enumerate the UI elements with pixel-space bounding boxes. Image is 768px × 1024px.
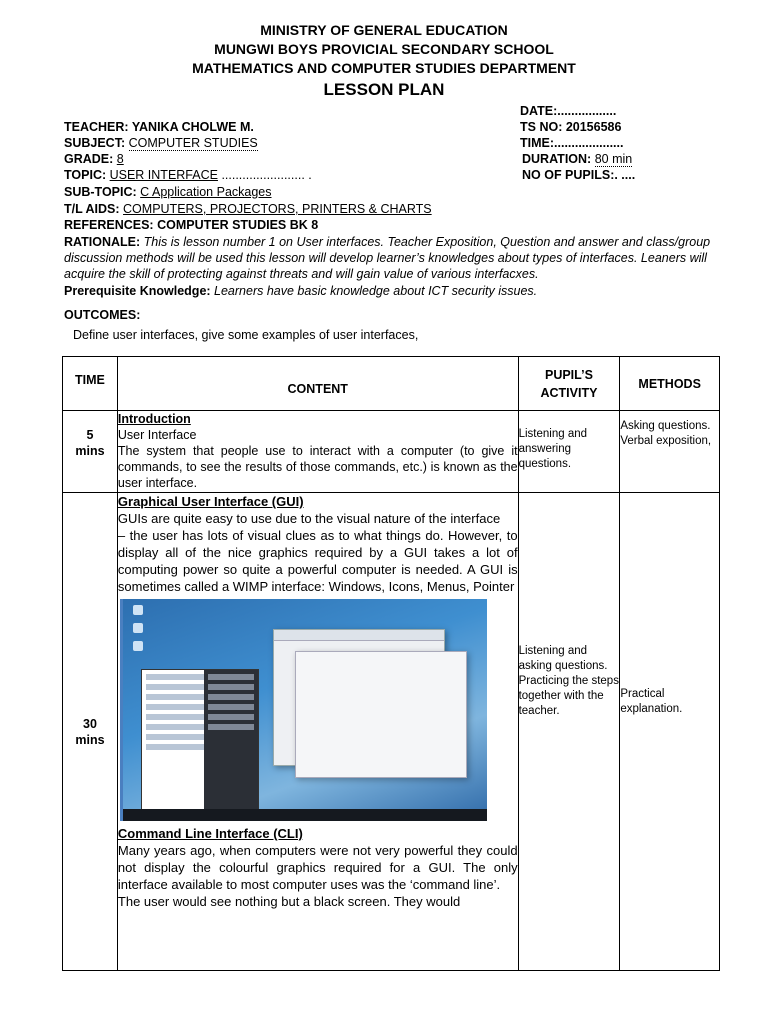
- header-activity: PUPIL’S ACTIVITY: [518, 357, 620, 411]
- taskbar-image: [123, 809, 487, 821]
- row-methods: Practical explanation.: [620, 493, 720, 971]
- aids-field: T/L AIDS: COMPUTERS, PROJECTORS, PRINTERS & CHARTS: [64, 202, 432, 216]
- start-menu-image: [141, 669, 259, 811]
- department-heading: MATHEMATICS AND COMPUTER STUDIES DEPARTMENT: [192, 60, 576, 76]
- table-row: [63, 411, 720, 493]
- cli-text-2: The user would see nothing but a black screen. They would: [117, 894, 461, 909]
- prerequisite: Prerequisite Knowledge: Learners have basic knowledge about ICT security issues.: [64, 284, 538, 298]
- gui-text-2: – the user has lots of visual clues as to what things do. However, to display all of the nice graphics required by a GUI takes a lot of computing power so quite a powerful computer is needed. A GUI is sometimes called a WIMP interface: Windows, Icons, Menus, Pointer: [117, 528, 518, 594]
- teacher-field: TEACHER: YANIKA CHOLWE M.: [64, 120, 254, 134]
- row-content: [117, 411, 518, 493]
- table-header-row: [63, 357, 720, 411]
- page-title: LESSON PLAN: [323, 80, 445, 99]
- outcomes-text: Define user interfaces, give some examples of user interfaces,: [73, 328, 419, 342]
- topic-field: TOPIC: USER INTERFACE ........................ .: [64, 168, 312, 182]
- desktop-screenshot-image: [120, 599, 487, 821]
- row-activity: Listening and answering questions.: [518, 411, 620, 493]
- row-methods: Asking questions. Verbal exposition,: [620, 411, 720, 493]
- school-heading: MUNGWI BOYS PROVICIAL SECONDARY SCHOOL: [214, 41, 554, 57]
- desktop-icon: [133, 605, 143, 615]
- header-time: TIME: [63, 357, 118, 411]
- references-field: REFERENCES: COMPUTER STUDIES BK 8: [64, 218, 319, 232]
- pupils-field: NO OF PUPILS:. ....: [522, 168, 636, 182]
- row-time: 30 mins: [63, 493, 118, 971]
- ministry-heading: MINISTRY OF GENERAL EDUCATION: [260, 22, 508, 38]
- gui-heading: Graphical User Interface (GUI): [117, 494, 304, 509]
- outcomes-label: OUTCOMES:: [64, 308, 141, 322]
- subtopic-field: SUB-TOPIC: C Application Packages: [64, 185, 272, 199]
- desktop-icon: [133, 641, 143, 651]
- cli-text-1: Many years ago, when computers were not very powerful they could not display the colourful graphics required for a GUI. The only interface available to most computer uses was the ‘command line’.: [117, 843, 518, 892]
- ts-no-field: TS NO: 20156586: [520, 120, 622, 134]
- subject-field: SUBJECT: COMPUTER STUDIES: [64, 136, 258, 150]
- date-field: DATE:.................: [520, 104, 617, 118]
- intro-text: The system that people use to interact with a computer (to give it commands, to see the results of those commands, etc.) is known as the user interface.: [117, 444, 518, 490]
- row-time: 5 mins: [63, 411, 118, 493]
- row-content: [117, 493, 518, 971]
- intro-heading: Introduction: [117, 412, 191, 426]
- header-methods: METHODS: [620, 357, 720, 411]
- header-content: CONTENT: [117, 357, 518, 411]
- cli-heading: Command Line Interface (CLI): [117, 826, 303, 841]
- row-activity: Listening and asking questions. Practicing the steps together with the teacher.: [518, 493, 620, 971]
- window-image: [295, 651, 467, 778]
- time-field: TIME:....................: [520, 136, 624, 150]
- grade-field: GRADE: 8: [64, 152, 124, 166]
- lesson-table: [62, 356, 720, 971]
- gui-text-1: GUIs are quite easy to use due to the visual nature of the interface: [117, 511, 501, 526]
- intro-subheading: User Interface: [117, 428, 197, 442]
- table-row: [63, 493, 720, 971]
- rationale: RATIONALE: This is lesson number 1 on User interfaces. Teacher Exposition, Question and answer and class/group discussion methods will be used this lesson will develop learner’s knowledges about types of interfaces. Leaners will acquire the skill of protecting against threats and will gain value of various interfacxes.: [64, 235, 711, 281]
- desktop-icon: [133, 623, 143, 633]
- duration-field: DURATION: 80 min: [522, 152, 633, 166]
